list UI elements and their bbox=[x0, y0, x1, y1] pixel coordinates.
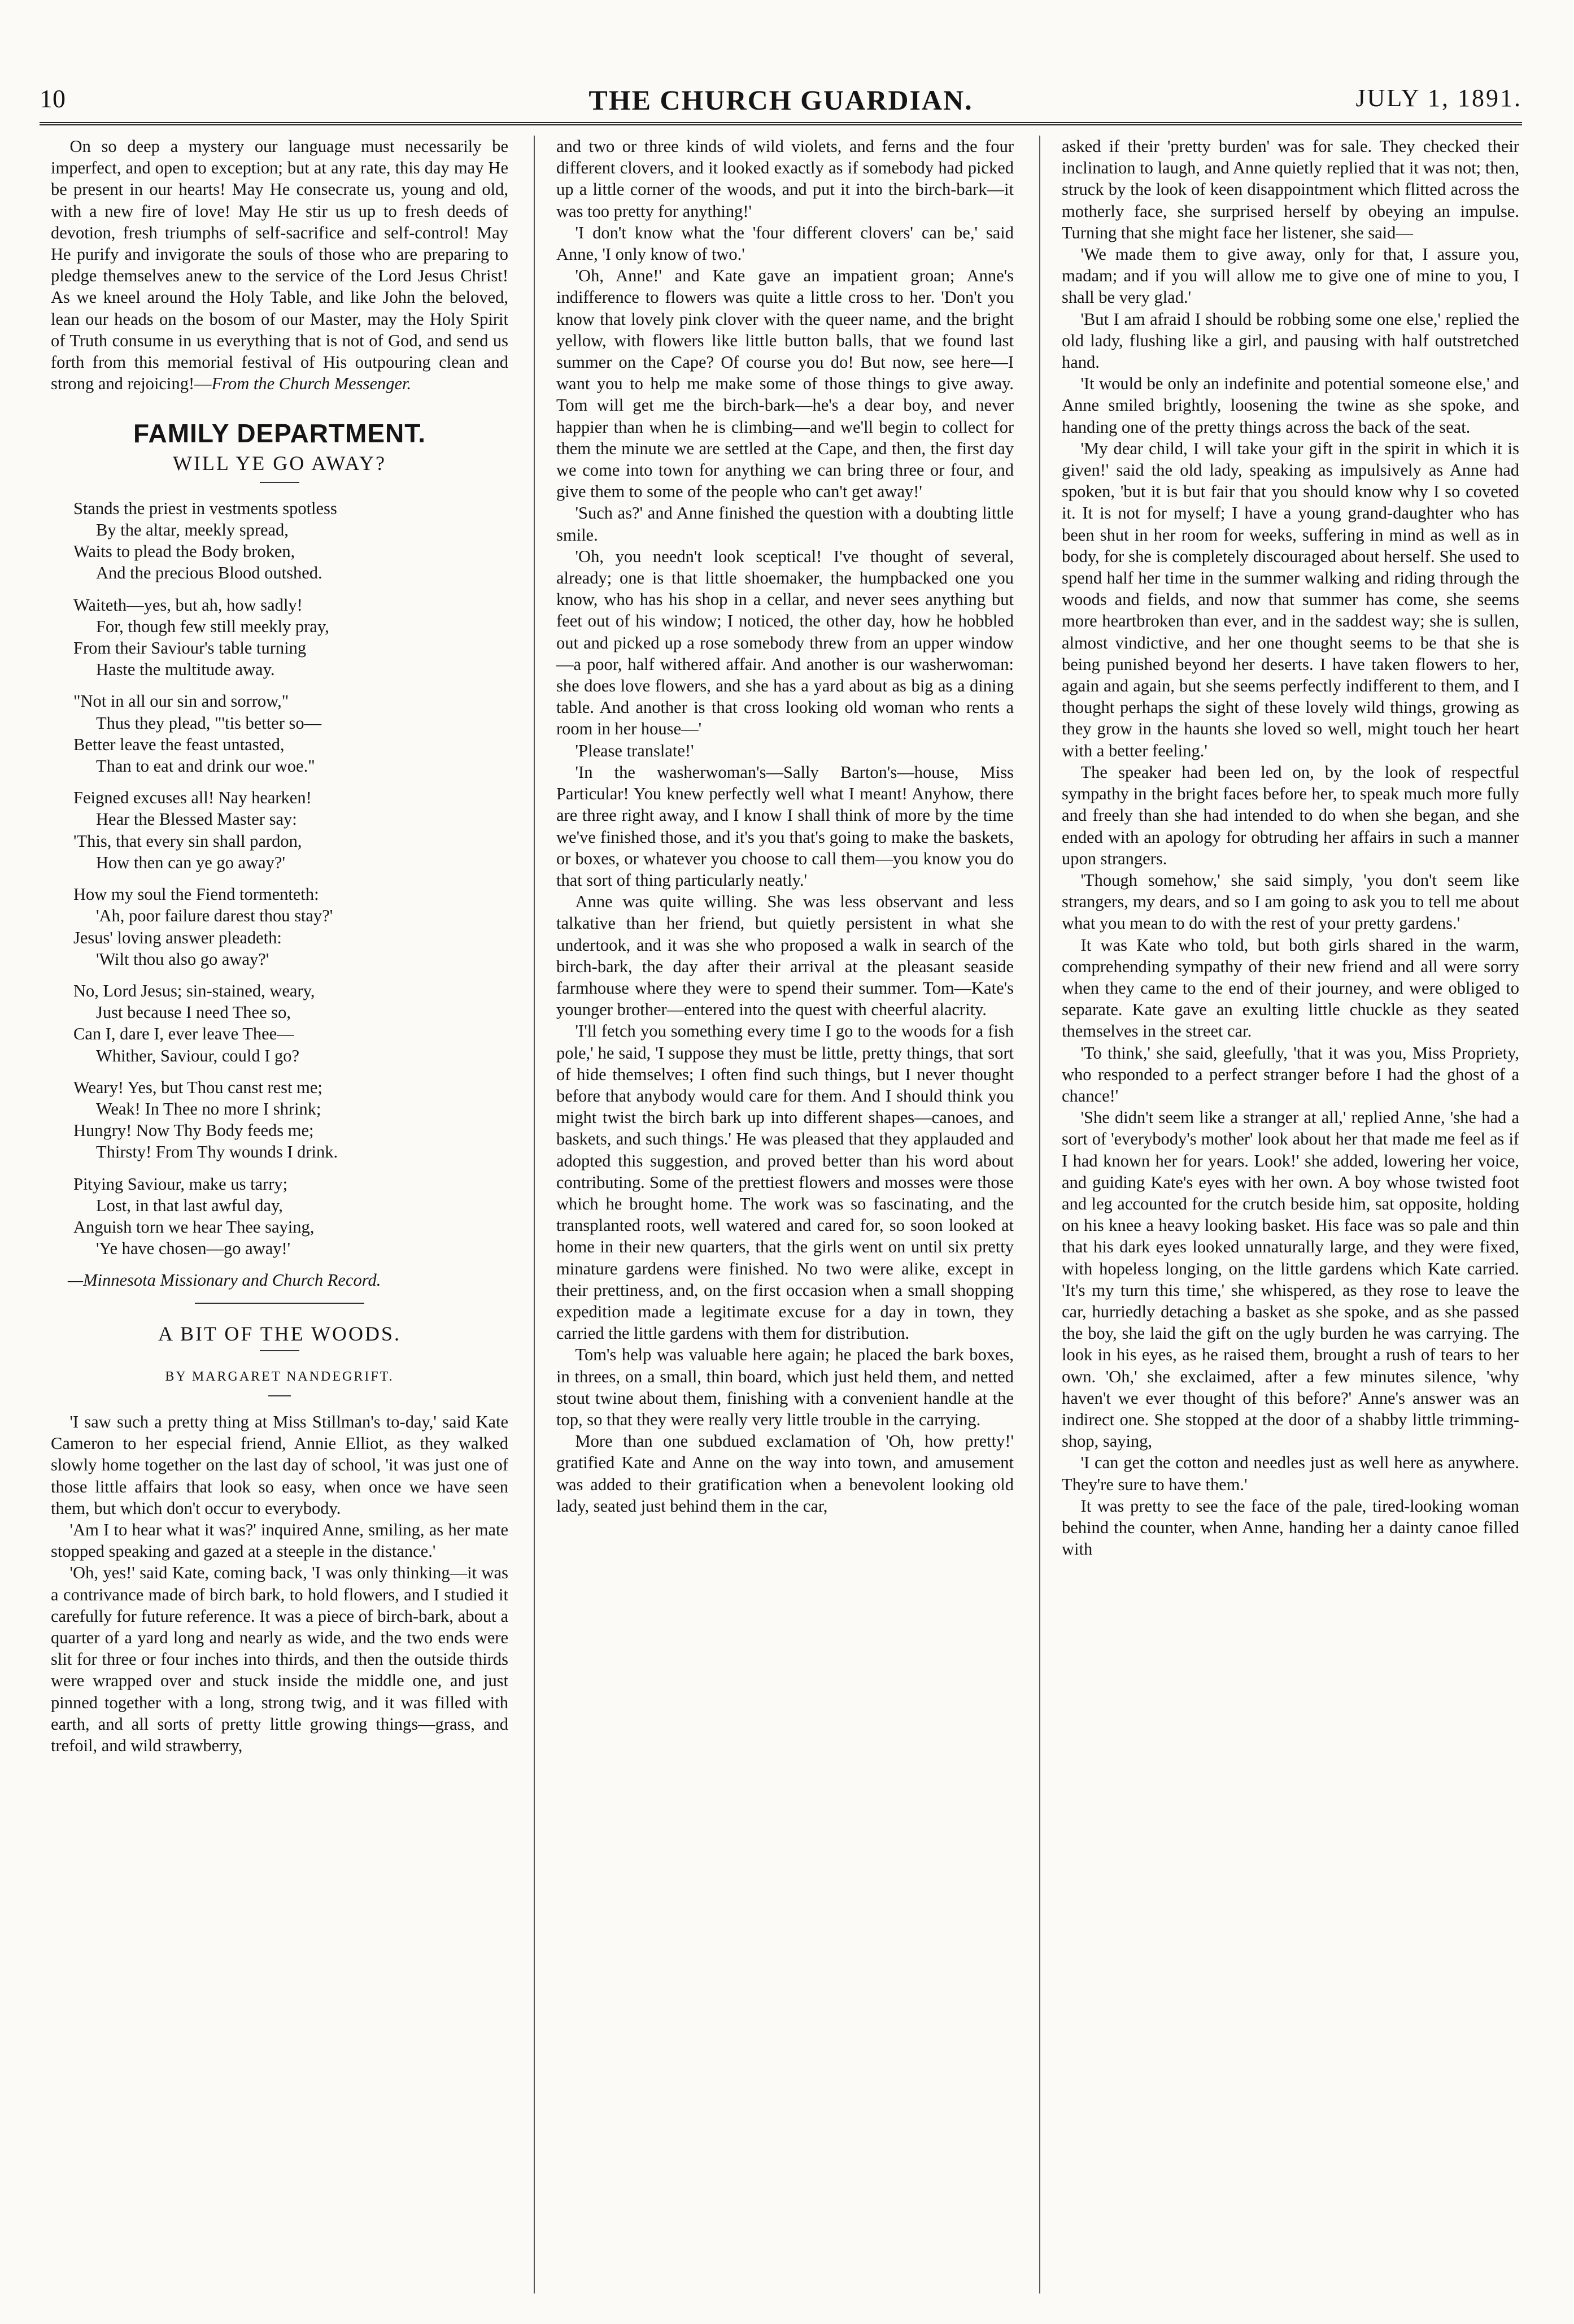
stanza: Pitying Saviour, make us tarry; Lost, in that last awful day, Anguish torn we hear Thee saying, 'Ye have chosen—go away!' bbox=[73, 1174, 315, 1259]
paragraph: More than one subdued exclamation of 'Oh, how pretty!' gratified Kate and Anne on the way into town, and amusement was added to their gratification when a benevolent looking old lady, seated just behind them in the car, bbox=[556, 1431, 1014, 1516]
paper-title: THE CHURCH GUARDIAN. bbox=[588, 84, 973, 116]
paragraph: 'Such as?' and Anne finished the question with a doubting little smile. bbox=[556, 503, 1014, 545]
column-rule bbox=[1039, 136, 1040, 2293]
divider bbox=[260, 482, 299, 483]
intro-source: From the Church Messenger. bbox=[211, 374, 412, 394]
paragraph: 'Oh, yes!' said Kate, coming back, 'I was only thinking—it was a contrivance made of birch bark, to hold flowers, and I studied it carefully for future reference. It was a piece of birch-bark, about a quarter of a yard long and nearly as wide, and the two ends were slit for three or four inches into thirds, and then the outside thirds were wrapped over and stuck inside the middle one, and just pinned together with a long, strong twig, and it was filled with earth, and all sorts of pretty little growing things—grass, and trefoil, and wild strawberry, bbox=[51, 1563, 508, 1755]
paragraph: 'We made them to give away, only for that, I assure you, madam; and if you will allow me to give one of mine to you, I shall be very glad.' bbox=[1062, 245, 1519, 307]
poem-source: —Minnesota Missionary and Church Record. bbox=[68, 1270, 381, 1290]
stanza: "Not in all our sin and sorrow," Thus they plead, "'tis better so— Better leave the feast untasted, Than to eat and drink our woe." bbox=[73, 691, 322, 776]
paragraph: 'But I am afraid I should be robbing some one else,' replied the old lady, flushing like a girl, and pausing with half outstretched hand. bbox=[1062, 309, 1519, 372]
issue-date: JULY 1, 1891. bbox=[1355, 84, 1522, 112]
paragraph: 'In the washerwoman's—Sally Barton's—house, Miss Particular! You knew perfectly well what I meant! Anyhow, there are three right away, and I know I shall think of more by the time we've finished those, and it's you that's going to make the baskets, or boxes, or whatever you choose to call them—you know you do that sort of thing particularly neatly.' bbox=[556, 762, 1014, 890]
stanza: No, Lord Jesus; sin-stained, weary, Just because I need Thee so, Can I, dare I, ever leave Thee— Whither, Saviour, could I go? bbox=[73, 981, 315, 1065]
column-1 bbox=[51, 136, 508, 2305]
poem-title: WILL YE GO AWAY? bbox=[172, 451, 387, 475]
divider bbox=[195, 1303, 364, 1304]
stanza: Weary! Yes, but Thou canst rest me; Weak! In Thee no more I shrink; Hungry! Now Thy Body feeds me; Thirsty! From Thy wounds I drink. bbox=[73, 1077, 338, 1162]
divider bbox=[268, 1395, 291, 1396]
paragraph: Tom's help was valuable here again; he placed the bark boxes, in threes, on a small, thin board, which just held them, and netted stout twine about them, finishing with a convenient handle at the top, so that they were really very little trouble in the carrying. bbox=[556, 1345, 1014, 1429]
paragraph: 'I can get the cotton and needles just as well here as anywhere. They're sure to have them.' bbox=[1062, 1453, 1519, 1494]
column-2 bbox=[556, 136, 1014, 2305]
paragraph: It was pretty to see the face of the pale, tired-looking woman behind the counter, when Anne, handing her a dainty canoe filled with bbox=[1062, 1496, 1519, 1559]
intro-paragraph: On so deep a mystery our language must necessarily be imperfect, and open to exception; but at any rate, this day may He be present in our hearts! May He consecrate us, young and old, with a new fire of love! May He stir us up to fresh deeds of devotion, fresh triumphs of self-sacrifice and self-control! May He purify and invigorate the souls of those who are preparing to pledge themselves anew to the service of the Lord Jesus Christ! As we kneel around the Holy Table, and like John the beloved, lean our heads on the bosom of our Master, may the Holy Spirit of Truth consume in us everything that is not of God, and send us forth from this memorial festival of His outpouring clean and strong and rejoicing!—From the Church Messenger. bbox=[51, 137, 508, 394]
paragraph: 'It would be only an indefinite and potential someone else,' and Anne smiled brightly, loosening the twine as she spoke, and handing one of the pretty things across the back of the seat. bbox=[1062, 374, 1519, 437]
stanza: Stands the priest in vestments spotless By the altar, meekly spread, Waits to plead the Body broken, And the precious Blood outshed. bbox=[73, 498, 337, 583]
stanza: Waiteth—yes, but ah, how sadly! For, though few still meekly pray, From their Saviour's table turning Haste the multitude away. bbox=[73, 595, 329, 680]
paragraph: Anne was quite willing. She was less observant and less talkative than her friend, but quietly persistent in what she undertook, and it was she who proposed a walk in search of the birch-bark, the day after their arrival at the pleasant seaside farmhouse where they were to spend their summer. Tom—Kate's younger brother—entered into the quest with cheerful alacrity. bbox=[556, 892, 1014, 1020]
paragraph: The speaker had been led on, by the look of respectful sympathy in the bright faces before her, to speak much more fully and freely than she had intended to do when she began, and she ended with an apology for obtruding her affairs in such a manner upon strangers. bbox=[1062, 762, 1519, 868]
paragraph: 'She didn't seem like a stranger at all,' replied Anne, 'she had a sort of 'everybody's mother' look about her that made me feel as if I had known her for years. Look!' she added, lowering her voice, and guiding Kate's eyes with her own. A boy whose twisted foot and leg accounted for the crutch beside him, sat opposite, holding on his knee a heavy looking basket. His face was so pale and thin that his dark eyes looked unnaturally large, and they were fixed, with hopeless longing, on the little gardens which Kate carried. 'It's my turn this time,' she whispered, as they rose to leave the car, hurriedly detaching a basket as she spoke, and as she passed the boy, she laid the gift on the ugly burden he was carrying. The look in his eyes, as he raised them, brought a rush of tears to her own. 'Oh,' she exclaimed, after a few minutes silence, 'why haven't we ever thought of this before?' Anne's answer was an indirect one. She stopped at the door of a shabby little trimming-shop, saying, bbox=[1062, 1108, 1519, 1451]
paragraph: 'I'll fetch you something every time I go to the woods for a fish pole,' he said, 'I suppose they must be little, pretty things, that sort of hide themselves; I often find such things, but I never thought before that anybody would care for them. And I should think you might twist the birch bark up into different shapes—canoes, and baskets, and such things.' He was pleased that they applauded and adopted this suggestion, and proved better than his word about contributing. Some of the prettiest flowers and mosses were those which he brought home. The work was so fascinating, and the transplanted roots, well watered and cared for, so soon looked at home in their new quarters, that the girls went on until six pretty minature gardens were finished. No two were alike, except in their prettiness, and, on the first occasion when a small shopping expedition made a legitimate excuse for a day in town, they carried the little gardens with them for distribution. bbox=[556, 1021, 1014, 1343]
paragraph: 'Am I to hear what it was?' inquired Anne, smiling, as her mate stopped speaking and gazed at a steeple in the distance.' bbox=[51, 1520, 508, 1561]
stanza: How my soul the Fiend tormenteth: 'Ah, poor failure darest thou stay?' Jesus' loving answer pleadeth: 'Wilt thou also go away?' bbox=[73, 885, 333, 969]
paragraph: 'I saw such a pretty thing at Miss Stillman's to-day,' said Kate Cameron to her especial friend, Annie Elliot, as they walked slowly home together on the last day of school, 'it was just one of those little affairs that look so easy, when once we have seen them, but which don't occur to everybody. bbox=[51, 1412, 508, 1518]
paragraph: 'I don't know what the 'four different clovers' can be,' said Anne, 'I only know of two.' bbox=[556, 223, 1014, 264]
page-header bbox=[40, 79, 1522, 125]
column-rule bbox=[534, 136, 535, 2293]
story-title: A BIT OF THE WOODS. bbox=[158, 1322, 402, 1345]
divider bbox=[260, 1350, 299, 1351]
poem bbox=[51, 498, 508, 1260]
paragraph: 'Oh, you needn't look sceptical! I've thought of several, already; one is that little shoemaker, the humpbacked one you know, who has his shop in a cellar, and never sees anything but feet out of his window; I noticed, the other day, how he hobbled out and picked up a rose somebody threw from an upper window—a poor, half withered affair. And another is our washerwoman: she does love flowers, and she has a yard about as big as a dining table. And another is that cross looking old woman who rents a room in her house—' bbox=[556, 546, 1014, 739]
family-department-heading: FAMILY DEPARTMENT. bbox=[133, 419, 426, 449]
column-3 bbox=[1062, 136, 1519, 2305]
paragraph: asked if their 'pretty burden' was for sale. They checked their inclination to laugh, and Anne quietly replied that it was not; then, struck by the look of keen disappointment which flitted across the motherly face, she surprised herself by obeying an impulse. Turning that she might face her listener, she said— bbox=[1062, 137, 1519, 242]
byline: BY MARGARET NANDEGRIFT. bbox=[165, 1369, 394, 1384]
paragraph: 'Though somehow,' she said simply, 'you don't seem like strangers, my dears, and so I am going to ask you to tell me about what you mean to do with the rest of your pretty gardens.' bbox=[1062, 870, 1519, 933]
paragraph: 'To think,' she said, gleefully, 'that it was you, Miss Propriety, who responded to a perfect stranger before I had the ghost of a chance!' bbox=[1062, 1043, 1519, 1106]
paragraph: 'Please translate!' bbox=[575, 741, 694, 760]
paragraph: It was Kate who told, but both girls shared in the warm, comprehending sympathy of their new friend and all were sorry when they came to the end of their journey, and were obliged to separate. Kate gave an exulting little chuckle as they seated themselves in the street car. bbox=[1062, 935, 1519, 1041]
paragraph: and two or three kinds of wild violets, and ferns and the four different clovers, and it looked exactly as if somebody had picked up a little corner of the woods, and put it into the birch-bark—it was too pretty for anything!' bbox=[556, 137, 1014, 221]
page-number: 10 bbox=[40, 84, 66, 113]
paragraph: 'Oh, Anne!' and Kate gave an impatient groan; Anne's indifference to flowers was quite a little cross to her. 'Don't you know that lovely pink clover with the queer name, and the bright yellow, with flowers like little button balls, that we found last summer on the Cape? Of course you do! But now, see here—I want you to help me make some of those things to give away. Tom will get me the birch-bark—he's a dear boy, and never happier than when he is climbing—and we'll begin to collect for them the minute we are settled at the Cape, and then, the first day we come into town for anything we can bring three or four, and give them to some of the people who can't get away!' bbox=[556, 266, 1014, 502]
paragraph: 'My dear child, I will take your gift in the spirit in which it is given!' said the old lady, speaking as impulsively as Anne had spoken, 'but it is but fair that you should know why I so coveted it. It is not for myself; I have a young grand-daughter who has been shut in her room for weeks, suffering in mind as well as in body, for she is completely discouraged about herself. She used to spend half her time in the summer walking and riding through the woods and fields, and now that summer has come, she seems more heartbroken than ever, and in the saddest way; she is sullen, almost vindictive, and her one thought seems to be that she is being punished beyond her deserts. I have taken flowers to her, again and again, but she seems perfectly indifferent to them, and I thought perhaps the sight of these lovely wild things, growing as they grow in the haunts she loved so well, might touch her heart with a better feeling.' bbox=[1062, 438, 1519, 760]
stanza: Feigned excuses all! Nay hearken! Hear the Blessed Master say: 'This, that every sin shall pardon, How then can ye go away?' bbox=[73, 788, 312, 872]
